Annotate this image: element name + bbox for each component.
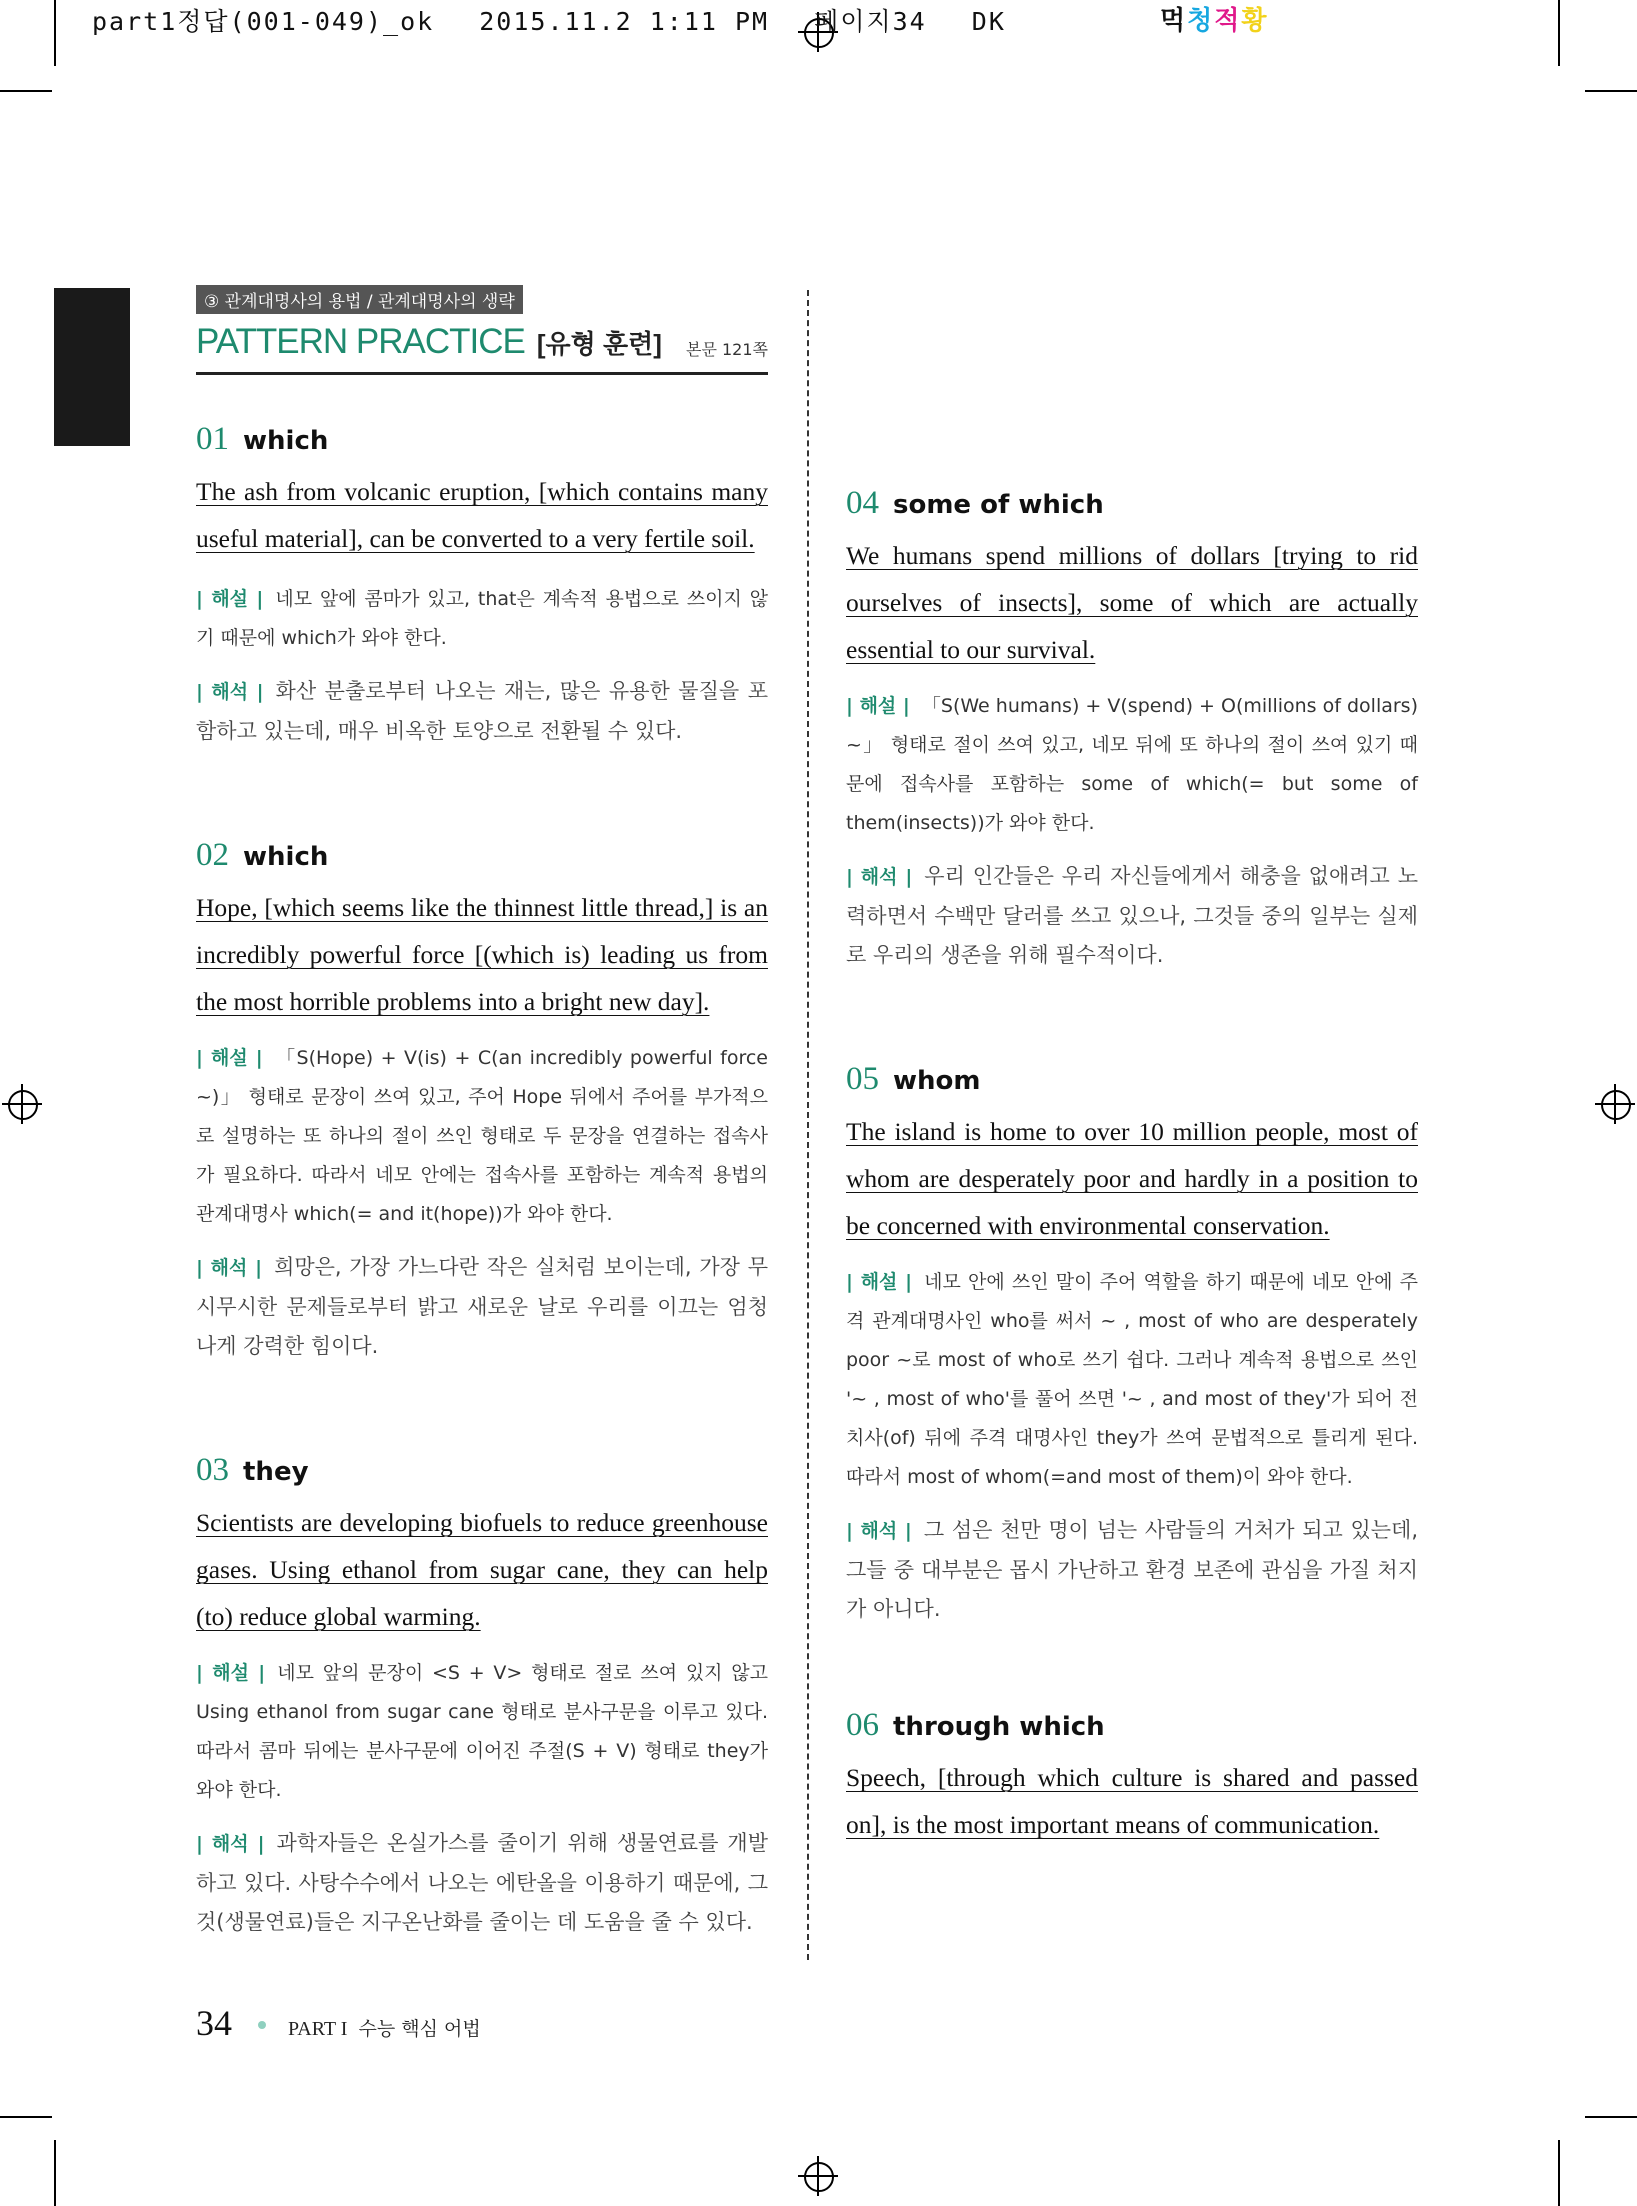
- explanation-text: 네모 앞에 콤마가 있고, that은 계속적 용법으로 쓰이지 않기 때문에 which가 와야 한다.: [196, 588, 768, 649]
- item-number: 02: [196, 837, 229, 873]
- page-footer: [196, 2002, 481, 2044]
- slug-page: 페이지34: [814, 7, 927, 36]
- item-explanation: [196, 1039, 768, 1234]
- item-heading: [846, 485, 1418, 522]
- color-proof-labels: [1160, 0, 1269, 37]
- item-sentence: Scientists are developing biofuels to reduce greenhouse gases. Using ethanol from sugar cane, they can help (to) reduce global warming.: [196, 1508, 768, 1631]
- translation-text: 희망은, 가장 가느다란 작은 실처럼 보이는데, 가장 무시무시한 문제들로부터 밝고 새로운 날로 우리를 이끄는 엄청나게 강력한 힘이다.: [196, 1255, 768, 1358]
- item-05: [846, 1061, 1418, 1629]
- item-translation: [846, 1511, 1418, 1629]
- registration-mark-bottom: [798, 2156, 838, 2196]
- slug-code: DK: [971, 7, 1006, 36]
- translation-tag: | 해석 |: [196, 1833, 265, 1855]
- footer-part: PART I: [288, 2018, 348, 2040]
- title-en: PATTERN PRACTICE: [196, 322, 525, 361]
- color-label-cyan: 청: [1187, 6, 1215, 36]
- crop-mark-br-h: [1585, 2116, 1637, 2118]
- item-03: [196, 1452, 768, 1942]
- explanation-text: 「S(Hope) + V(is) + C(an incredibly powerful force ~)」 형태로 문장이 쓰여 있고, 주어 Hope 뒤에서 주어를 부가적으로 설명하는 또 하나의 절이 쓰인 형태로 두 문장을 연결하는 접속사가 필요하다. 따라서 네모 안에는 접속사를 포함하는 계속적 용법의 관계대명사 which(= and it(hope))가 와야 한다.: [196, 1047, 768, 1225]
- item-heading: [196, 1452, 768, 1489]
- explanation-tag: | 해설 |: [196, 588, 264, 610]
- left-column: [196, 285, 768, 1942]
- footer-part-title: 수능 핵심 어법: [358, 2018, 481, 2040]
- item-number: 01: [196, 421, 229, 457]
- color-label-black: 먹: [1160, 6, 1188, 36]
- right-column: [846, 285, 1418, 1848]
- registration-mark-right: [1595, 1084, 1635, 1124]
- item-number: 03: [196, 1452, 229, 1488]
- item-explanation: [846, 687, 1418, 843]
- color-label-yellow: 황: [1241, 6, 1269, 36]
- crop-mark-tr-h: [1585, 90, 1637, 92]
- item-explanation: [846, 1263, 1418, 1497]
- print-slug: [92, 2, 1034, 38]
- title-ko: [유형 훈련]: [536, 329, 662, 359]
- item-sentence: Hope, [which seems like the thinnest little thread,] is an incredibly powerful force [(which is) leading us from the most horrible problems into a bright new day].: [196, 893, 768, 1016]
- crop-mark-bl-v: [54, 2140, 56, 2206]
- item-sentence: We humans spend millions of dollars [trying to rid ourselves of insects], some of which are actually essential to our survival.: [846, 541, 1418, 664]
- item-translation: [196, 1824, 768, 1942]
- item-sentence: The island is home to over 10 million people, most of whom are desperately poor and hardly in a position to be concerned with environmental conservation.: [846, 1117, 1418, 1240]
- item-translation: [196, 672, 768, 751]
- registration-mark-left: [2, 1084, 42, 1124]
- crop-mark-br-v: [1558, 2140, 1560, 2206]
- item-translation: [196, 1248, 768, 1366]
- item-sentence: Speech, [through which culture is shared and passed on], is the most important means of communication.: [846, 1763, 1418, 1839]
- item-heading: [196, 421, 768, 458]
- crop-mark-tr-v: [1558, 0, 1560, 66]
- item-01: [196, 421, 768, 751]
- explanation-text: 네모 안에 쓰인 말이 주어 역할을 하기 때문에 네모 안에 주격 관계대명사인 who를 써서 ~ , most of who are desperately poor ~로 most of who로 쓰기 쉽다. 그러나 계속적 용법으로 쓰인 '~ , most of who'를 풀어 쓰면 '~ , and most of they'가 되어 전치사(of) 뒤에 주격 대명사인 they가 쓰여 문법적으로 틀리게 된다. 따라서 most of whom(=and most of them)이 와야 한다.: [846, 1271, 1418, 1488]
- item-answer: through which: [893, 1712, 1105, 1742]
- translation-text: 그 섬은 천만 명이 넘는 사람들의 거처가 되고 있는데, 그들 중 대부분은 몹시 가난하고 환경 보존에 관심을 가질 처지가 아니다.: [846, 1518, 1418, 1621]
- explanation-tag: | 해설 |: [846, 695, 910, 717]
- color-label-magenta: 적: [1214, 6, 1242, 36]
- crop-mark-tl-h: [0, 90, 52, 92]
- slug-datetime: 2015.11.2 1:11 PM: [479, 7, 770, 36]
- item-answer: they: [243, 1457, 309, 1487]
- item-number: 06: [846, 1707, 879, 1743]
- explanation-text: 「S(We humans) + V(spend) + O(millions of dollars) ~」 형태로 절이 쓰여 있고, 네모 뒤에 또 하나의 절이 쓰여 있기 때문에 접속사를 포함하는 some of which(= but some of them(insects))가 와야 한다.: [846, 695, 1418, 834]
- header-rule: [196, 372, 768, 375]
- translation-tag: | 해석 |: [196, 1257, 263, 1279]
- translation-text: 과학자들은 온실가스를 줄이기 위해 생물연료를 개발하고 있다. 사탕수수에서 나오는 에탄올을 이용하기 때문에, 그것(생물연료)들은 지구온난화를 줄이는 데 도움을 줄 수 있다.: [196, 1831, 768, 1934]
- item-number: 05: [846, 1061, 879, 1097]
- item-answer: which: [243, 426, 329, 456]
- page-number: 34: [196, 2003, 232, 2043]
- item-06: [846, 1707, 1418, 1848]
- crop-mark-tl-v: [54, 0, 56, 66]
- explanation-tag: | 해설 |: [196, 1662, 266, 1684]
- translation-text: 우리 인간들은 우리 자신들에게서 해충을 없애려고 노력하면서 수백만 달러를 쓰고 있으나, 그것들 중의 일부는 실제로 우리의 생존을 위해 필수적이다.: [846, 864, 1418, 967]
- translation-tag: | 해석 |: [846, 1520, 912, 1542]
- translation-text: 화산 분출로부터 나오는 재는, 많은 유용한 물질을 포함하고 있는데, 매우 비옥한 토양으로 전환될 수 있다.: [196, 679, 768, 743]
- page-reference: 본문 121쪽: [686, 340, 768, 359]
- item-heading: [846, 1707, 1418, 1744]
- translation-tag: | 해석 |: [196, 681, 264, 703]
- explanation-tag: | 해설 |: [846, 1271, 913, 1293]
- side-tab: [54, 288, 130, 446]
- column-divider: [807, 290, 809, 1960]
- item-heading: [846, 1061, 1418, 1098]
- item-explanation: [196, 1654, 768, 1810]
- section-header: [196, 285, 768, 375]
- explanation-tag: | 해설 |: [196, 1047, 263, 1069]
- item-heading: [196, 837, 768, 874]
- crop-mark-bl-h: [0, 2116, 52, 2118]
- item-sentence: The ash from volcanic eruption, [which contains many useful material], can be converted to a very fertile soil.: [196, 477, 768, 553]
- translation-tag: | 해석 |: [846, 866, 913, 888]
- item-answer: some of which: [893, 490, 1104, 520]
- item-translation: [846, 857, 1418, 975]
- item-02: [196, 837, 768, 1366]
- item-answer: whom: [893, 1066, 981, 1096]
- section-badge: ③ 관계대명사의 용법 / 관계대명사의 생략: [196, 285, 523, 314]
- footer-dot: [258, 2021, 266, 2029]
- explanation-text: 네모 앞의 문장이 <S + V> 형태로 절로 쓰여 있지 않고 Using ethanol from sugar cane 형태로 분사구문을 이루고 있다. 따라서 콤마 뒤에는 분사구문에 이어진 주절(S + V) 형태로 they가 와야 한다.: [196, 1662, 768, 1801]
- slug-file: part1정답(001-049)_ok: [92, 7, 435, 36]
- item-04: [846, 485, 1418, 975]
- item-answer: which: [243, 842, 329, 872]
- item-explanation: [196, 580, 768, 658]
- page-title: [196, 322, 768, 362]
- item-number: 04: [846, 485, 879, 521]
